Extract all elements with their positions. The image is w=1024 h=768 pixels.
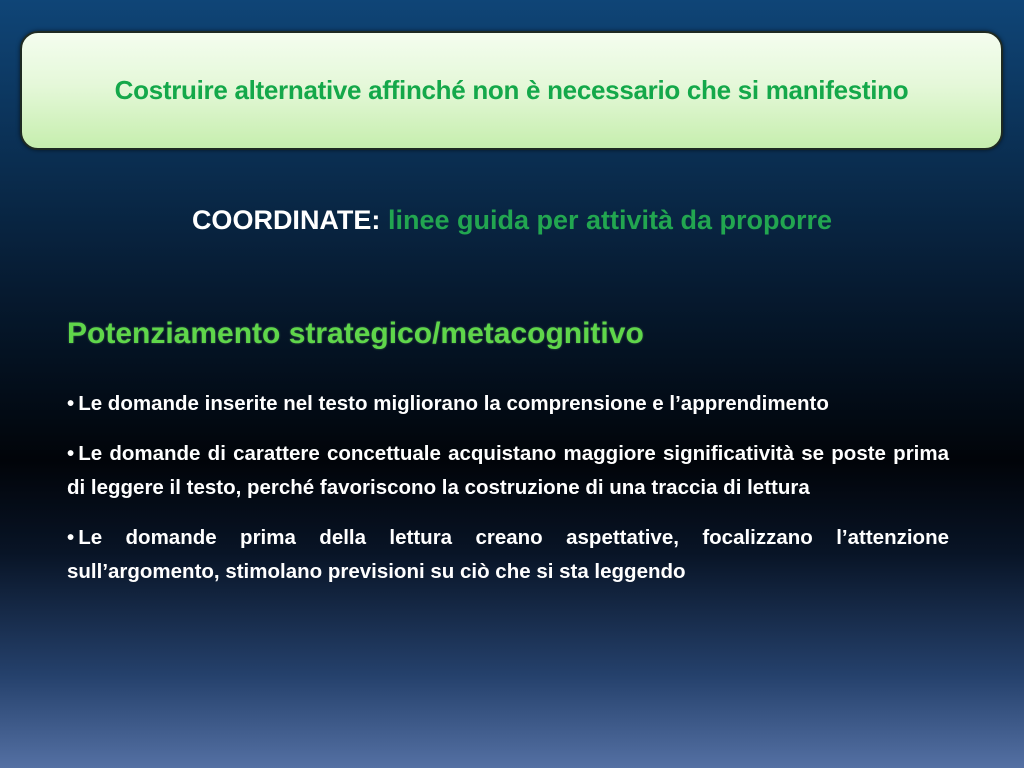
bullet-text: Le domande prima della lettura creano aspettative, focalizzano l’attenzione sull’argomento, stimolano previsioni su ciò che si sta leggendo — [67, 526, 949, 583]
bullet-item — [67, 387, 949, 421]
bullet-text: Le domande di carattere concettuale acquistano maggiore significatività se poste prima di leggere il testo, perché favoriscono la costruzione di una traccia di lettura — [67, 442, 949, 499]
section-heading: Potenziamento strategico/metacognitivo — [67, 317, 644, 350]
bullet-item — [67, 437, 949, 505]
subtitle — [0, 205, 1024, 236]
bullet-item — [67, 521, 949, 589]
subtitle-rest: linee guida per attività da proporre — [387, 205, 833, 235]
subtitle-lead: COORDINATE: — [191, 205, 381, 235]
slide-title: Costruire alternative affinché non è necessario che si manifestino — [114, 75, 909, 105]
bullet-point-icon: • — [67, 526, 75, 549]
bullet-list — [67, 387, 949, 605]
title-box — [20, 31, 1003, 150]
bullet-point-icon: • — [67, 442, 75, 465]
bullet-text: Le domande inserite nel testo migliorano la comprensione e l’apprendimento — [78, 392, 829, 415]
bullet-point-icon: • — [67, 392, 75, 415]
